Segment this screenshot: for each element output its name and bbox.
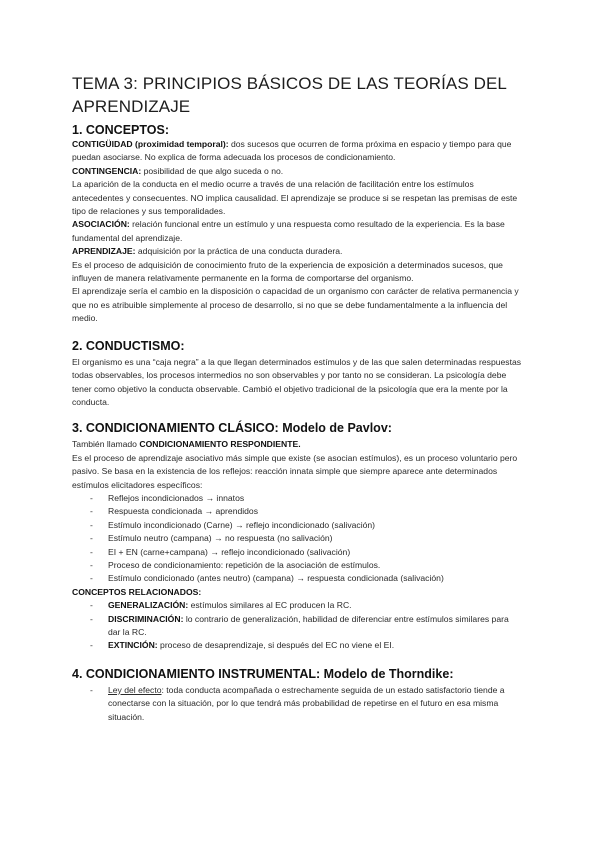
paragraph-contingencia bbox=[72, 165, 522, 178]
list-item bbox=[72, 492, 522, 505]
list-item bbox=[72, 505, 522, 518]
item-text: Estímulo neutro (campana) → no respuesta (no salivación) bbox=[108, 533, 333, 544]
list-item bbox=[72, 519, 522, 532]
term: ASOCIACIÓN: bbox=[72, 219, 130, 230]
related-list bbox=[72, 599, 522, 653]
list-item bbox=[72, 546, 522, 559]
paragraph-aprendizaje bbox=[72, 245, 522, 258]
section-condicionamiento-clasico bbox=[72, 420, 522, 653]
definition: adquisición por la práctica de una conducta duradera. bbox=[135, 246, 343, 257]
section-conductismo bbox=[72, 338, 522, 410]
paragraph: La aparición de la conducta en el medio ocurre a través de una relación de facilitación entre los estímulos antecedentes y consecuentes. NO implica causalidad. El aprendizaje se produce si se respetan las premisas de este tipo de relaciones y sus temporalidades. bbox=[72, 179, 518, 217]
bullet: - bbox=[90, 613, 93, 624]
term: EXTINCIÓN: bbox=[108, 640, 158, 651]
list-item bbox=[72, 599, 522, 612]
definition: posibilidad de que algo suceda o no. bbox=[141, 165, 284, 176]
term: CONDICIONAMIENTO RESPONDIENTE. bbox=[139, 439, 301, 450]
definition: : toda conducta acompañada o estrechamente seguida de un estado satisfactorio tiende a conectarse con la situación, por lo que tendrá más probabilidad de repetirse en el futuro en esa misma situación. bbox=[108, 684, 505, 722]
reflex-list bbox=[72, 492, 522, 586]
paragraph: Es el proceso de adquisición de conocimiento fruto de la experiencia de exposición a determinados sucesos, que influyen de manera relativamente permanente en la forma de comportarse del organismo. bbox=[72, 259, 503, 284]
list-item bbox=[72, 639, 522, 652]
definition: relación funcional entre un estímulo y una respuesta como resultado de la experiencia. Es la base fundamental del aprendizaje. bbox=[72, 219, 505, 243]
item-text: EI + EN (carne+campana) → reflejo incondicionado (salivación) bbox=[108, 546, 351, 557]
definition: dos sucesos que ocurren de forma próxima en espacio y tiempo para que puedan asociarse. No explica de forma adecuada los procesos de condicionamiento. bbox=[72, 139, 512, 163]
bullet: - bbox=[90, 492, 93, 503]
term: DISCRIMINACIÓN: bbox=[108, 613, 184, 624]
bullet: - bbox=[90, 600, 93, 611]
law-list bbox=[72, 684, 522, 724]
bullet: - bbox=[90, 533, 93, 544]
term: CONTIGÜIDAD (proximidad temporal): bbox=[72, 139, 229, 149]
item-text: Reflejos incondicionados → innatos bbox=[108, 492, 245, 503]
item-text: Respuesta condicionada → aprendidos bbox=[108, 506, 259, 517]
item-text: Estímulo incondicionado (Carne) → reflejo incondicionado (salivación) bbox=[108, 519, 376, 530]
section-conceptos bbox=[72, 122, 522, 326]
paragraph: Es el proceso de aprendizaje asociativo más simple que existe (se asocian estímulos), es un proceso voluntario pero pasivo. Se basa en la existencia de los reflejos: reacción innata simple que siempre aparece ante determinados estímulos elicitadores específicos: bbox=[72, 452, 518, 490]
bullet: - bbox=[90, 573, 93, 584]
paragraph: El aprendizaje sería el cambio en la disposición o capacidad de un organismo con carácter de relativa permanencia y que no es atribuible simplemente al proceso de desarrollo, si no que se debe fundamentalmente a la influencia del medio. bbox=[72, 286, 519, 324]
page-title: TEMA 3: PRINCIPIOS BÁSICOS DE LAS TEORÍAS DEL APRENDIZAJE bbox=[72, 74, 507, 116]
section-heading: 2. CONDUCTISMO: bbox=[72, 338, 185, 353]
section-heading: 3. CONDICIONAMIENTO CLÁSICO: Modelo de Pavlov: bbox=[72, 421, 392, 436]
term: GENERALIZACIÓN: bbox=[108, 600, 189, 611]
paragraph: El organismo es una “caja negra” a la que llegan determinados estímulos y de las que salen determinadas respuestas todas observables, los procesos intermedios no son observables y por tanto no se consideran. La psicología debe tener como objetivo la conducta observable. Cambió el objetivo tradicional de la psicología que era la mente por la conducta. bbox=[72, 356, 522, 407]
bullet: - bbox=[90, 546, 93, 557]
definition: proceso de desaprendizaje, si después del EC no viene el EI. bbox=[157, 640, 395, 651]
document-page bbox=[72, 72, 522, 724]
list-item bbox=[72, 532, 522, 545]
item-text: Estímulo condicionado (antes neutro) (campana) → respuesta condicionada (salivación) bbox=[108, 573, 444, 584]
definition: estímulos similares al EC producen la RC. bbox=[188, 600, 352, 611]
bullet: - bbox=[90, 506, 93, 517]
bullet: - bbox=[90, 684, 93, 695]
list-item bbox=[72, 572, 522, 585]
bullet: - bbox=[90, 519, 93, 530]
bullet: - bbox=[90, 559, 93, 570]
section-heading: 4. CONDICIONAMIENTO INSTRUMENTAL: Modelo de Thorndike: bbox=[72, 666, 454, 681]
section-heading: 1. CONCEPTOS: bbox=[72, 123, 170, 137]
list-item bbox=[72, 613, 522, 640]
paragraph-contiguidad bbox=[72, 138, 522, 165]
item-text: Proceso de condicionamiento: repetición de la asociación de estímulos. bbox=[108, 559, 381, 570]
term: APRENDIZAJE: bbox=[72, 246, 136, 257]
section-condicionamiento-instrumental bbox=[72, 666, 522, 724]
subheading-related bbox=[72, 586, 522, 599]
prefix: También llamado bbox=[72, 439, 140, 450]
paragraph-also-called bbox=[72, 438, 522, 451]
list-item bbox=[72, 684, 522, 724]
related-heading: CONCEPTOS RELACIONADOS: bbox=[72, 586, 202, 597]
term: CONTINGENCIA: bbox=[72, 165, 142, 176]
list-item bbox=[72, 559, 522, 572]
definition: lo contrario de generalización, habilidad de diferenciar entre estímulos similares para dar la RC. bbox=[108, 613, 509, 637]
paragraph-asociacion bbox=[72, 218, 522, 245]
bullet: - bbox=[90, 640, 93, 651]
law-term: Ley del efecto bbox=[108, 684, 162, 695]
